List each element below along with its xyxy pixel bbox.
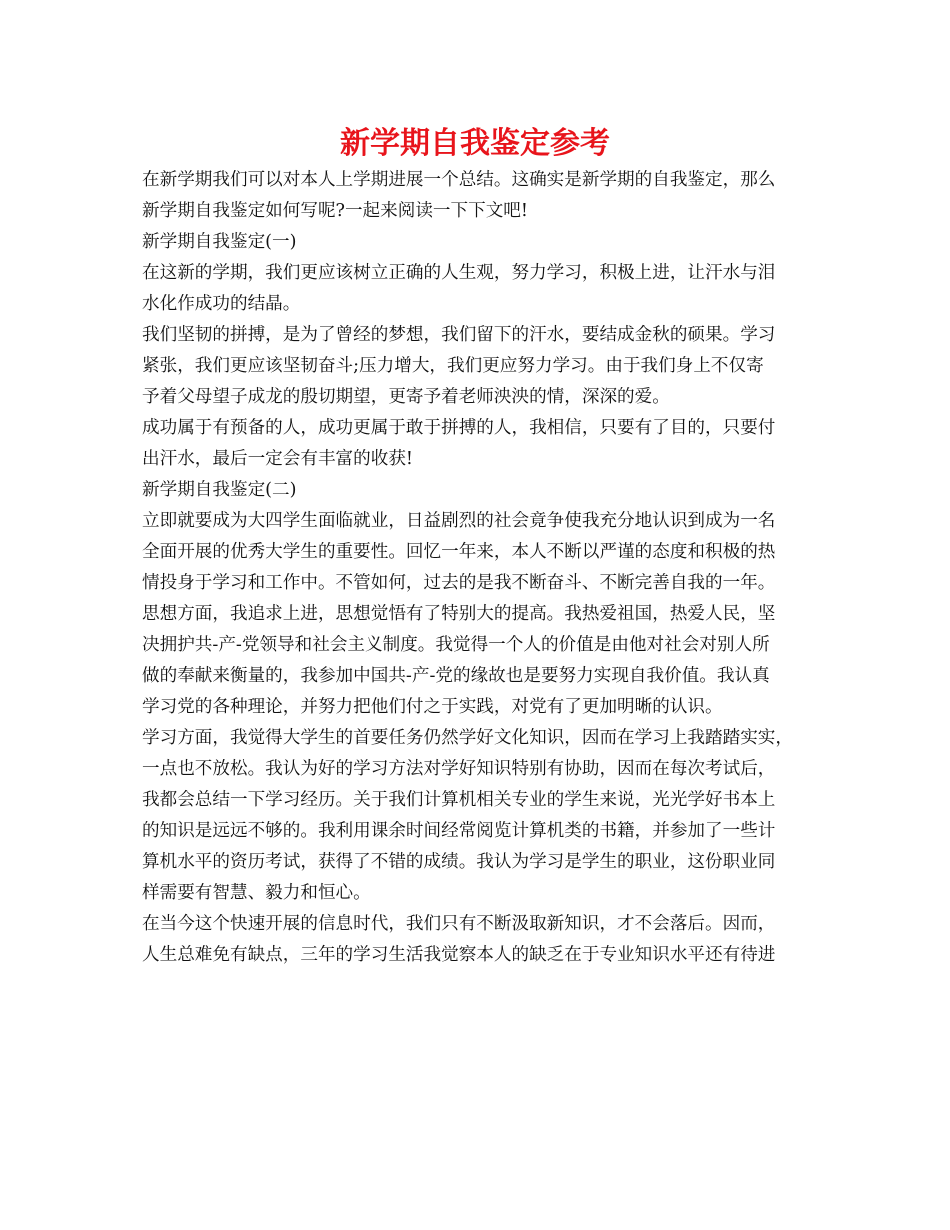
text-line: 全面开展的优秀大学生的重要性。回忆一年来，本人不断以严谨的态度和积极的热 <box>142 542 776 562</box>
text-line: 在新学期我们可以对本人上学期进展一个总结。这确实是新学期的自我鉴定，那么 <box>142 170 776 190</box>
text-line: 予着父母望子成龙的殷切期望，更寄予着老师泱泱的情，深深的爱。 <box>142 387 670 407</box>
document-title: 新学期自我鉴定参考 <box>340 126 610 161</box>
text-line: 立即就要成为大四学生面临就业，日益剧烈的社会竟争使我充分地认识到成为一名 <box>142 511 776 531</box>
text-line: 水化作成功的结晶。 <box>142 294 301 314</box>
text-line: 做的奉献来衡量的，我参加中国共-产-党的缘故也是要努力实现自我价值。我认真 <box>142 666 770 686</box>
text-line: 算机水平的资历考试，获得了不错的成绩。我认为学习是学生的职业，这份职业同 <box>142 852 776 872</box>
text-line: 决拥护共-产-党领导和社会主义制度。我觉得一个人的价值是由他对社会对别人所 <box>142 635 770 655</box>
text-line: 出汗水，最后一定会有丰富的收获! <box>142 449 413 469</box>
text-line: 新学期自我鉴定如何写呢?一起来阅读一下下文吧! <box>142 201 528 221</box>
text-line: 人生总难免有缺点，三年的学习生活我觉察本人的缺乏在于专业知识水平还有待进 <box>142 945 776 965</box>
section-heading: 新学期自我鉴定(一) <box>142 232 297 252</box>
text-line: 我们坚韧的拼搏，是为了曾经的梦想，我们留下的汗水，要结成金秋的硕果。学习 <box>142 325 776 345</box>
text-line: 在当今这个快速开展的信息时代，我们只有不断汲取新知识，才不会落后。因而， <box>142 914 776 934</box>
document-body <box>142 165 822 971</box>
text-line: 的知识是远远不够的。我利用课余时间经常阅览计算机类的书籍，并参加了一些计 <box>142 821 776 841</box>
text-line: 情投身于学习和工作中。不管如何，过去的是我不断奋斗、不断完善自我的一年。 <box>142 573 776 593</box>
section-heading: 新学期自我鉴定(二) <box>142 480 297 500</box>
text-line: 我都会总结一下学习经历。关于我们计算机相关专业的学生来说，光光学好书本上 <box>142 790 776 810</box>
text-line: 一点也不放松。我认为好的学习方法对学好知识特别有协助，因而在每次考试后， <box>142 759 776 779</box>
text-line: 学习方面，我觉得大学生的首要任务仍然学好文化知识，因而在学习上我踏踏实实， <box>142 728 793 748</box>
text-line: 紧张，我们更应该坚韧奋斗;压力增大，我们更应努力学习。由于我们身上不仅寄 <box>142 356 764 376</box>
text-line: 思想方面，我追求上进，思想觉悟有了特别大的提高。我热爱祖国，热爱人民，坚 <box>142 604 776 624</box>
text-line: 学习党的各种理论，并努力把他们付之于实践，对党有了更加明晰的认识。 <box>142 697 723 717</box>
text-line: 成功属于有预备的人，成功更属于敢于拼搏的人，我相信，只要有了目的，只要付 <box>142 418 776 438</box>
text-line: 样需要有智慧、毅力和恒心。 <box>142 883 371 903</box>
text-line: 在这新的学期，我们更应该树立正确的人生观，努力学习，积极上进，让汗水与泪 <box>142 263 776 283</box>
